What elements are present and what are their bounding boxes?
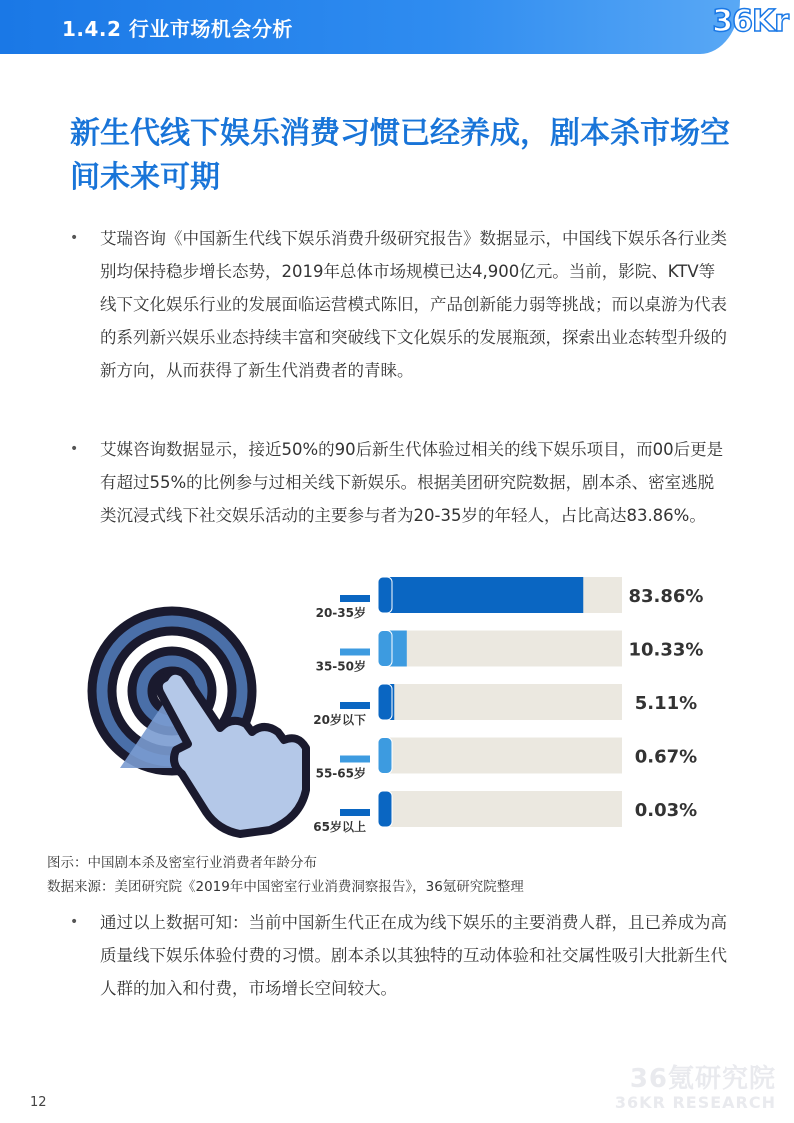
bullet-dot-icon: • <box>70 441 79 457</box>
bar-track <box>382 791 622 827</box>
row-connector <box>340 809 370 816</box>
brand-logo: 36Kr <box>712 4 788 39</box>
touch-tap-hand-icon <box>92 611 306 834</box>
row-connector <box>340 756 370 763</box>
source-caption: 数据来源：美团研究院《2019年中国密室行业消费洞察报告》，36氪研究院整理 <box>47 879 524 895</box>
bar-track <box>382 684 622 720</box>
bullet-paragraph-1 <box>70 222 730 387</box>
bar-group <box>313 577 703 834</box>
category-label: 20岁以下 <box>313 713 366 727</box>
value-label: 83.86% <box>628 586 704 607</box>
bullet-text: 通过以上数据可知：当前中国新生代正在成为线下娱乐的主要消费人群，且已养成为高质量线下娱乐体验付费的习惯。剧本杀以其独特的互动体验和社交属性吸引大批新生代人群的加入和付费，市场增长空间较大。 <box>100 913 727 998</box>
bar-cap-front <box>378 791 392 827</box>
section-header-bar <box>0 0 740 54</box>
bar-track <box>382 631 622 667</box>
row-connector <box>340 595 370 602</box>
footer-brand-watermark <box>615 1058 776 1112</box>
section-title: 1.4.2 行业市场机会分析 <box>62 17 293 41</box>
figure-caption: 图示：中国剧本杀及密室行业消费者年龄分布 <box>47 855 317 871</box>
value-label: 0.03% <box>634 800 698 821</box>
bullet-paragraph-3 <box>70 906 730 1005</box>
bullet-paragraph-2 <box>70 433 730 532</box>
category-label: 20-35岁 <box>315 606 366 620</box>
bullet-text: 艾瑞咨询《中国新生代线下娱乐消费升级研究报告》数据显示，中国线下娱乐各行业类别均保持稳步增长态势，2019年总体市场规模已达4,900亿元。当前，影院、KTV等线下文化娱乐行业的发展面临运营模式陈旧，产品创新能力弱等挑战；而以桌游为代表的系列新兴娱乐业态持续丰富和突破线下文化娱乐的发展瓶颈，探索出业态转型升级的新方向，从而获得了新生代消费者的青睐。 <box>100 229 727 380</box>
bullet-dot-icon: • <box>70 230 79 246</box>
row-connector <box>340 649 370 656</box>
bar-0 <box>382 577 583 613</box>
page-number: 12 <box>30 1095 47 1110</box>
category-label: 65岁以上 <box>313 820 366 834</box>
bar-cap-front <box>378 738 392 774</box>
age-distribution-chart <box>0 568 794 838</box>
bullet-dot-icon: • <box>70 914 79 930</box>
page-headline: 新生代线下娱乐消费习惯已经养成，剧本杀市场空间未来可期 <box>70 116 730 195</box>
bullet-text: 艾媒咨询数据显示，接近50%的90后新生代体验过相关的线下娱乐项目，而00后更是有超过55%的比例参与过相关线下新娱乐。根据美团研究院数据，剧本杀、密室逃脱类沉浸式线下社交娱乐活动的主要参与者为20-35岁的年轻人，占比高达83.86%。 <box>100 440 724 525</box>
footer-brand-cn: 36氪研究院 <box>629 1064 776 1094</box>
bar-track <box>382 738 622 774</box>
bar-cap-front <box>378 631 392 667</box>
value-label: 5.11% <box>634 693 698 714</box>
footer-brand-en: 36KR RESEARCH <box>614 1093 776 1112</box>
row-connector <box>340 702 370 709</box>
category-label: 55-65岁 <box>315 766 366 781</box>
bar-cap-front <box>378 577 392 613</box>
bar-cap-front <box>378 684 392 720</box>
value-label: 0.67% <box>634 746 698 768</box>
age-distribution-figure <box>0 568 794 838</box>
value-label: 10.33% <box>628 639 704 661</box>
category-label: 35-50岁 <box>315 659 366 674</box>
